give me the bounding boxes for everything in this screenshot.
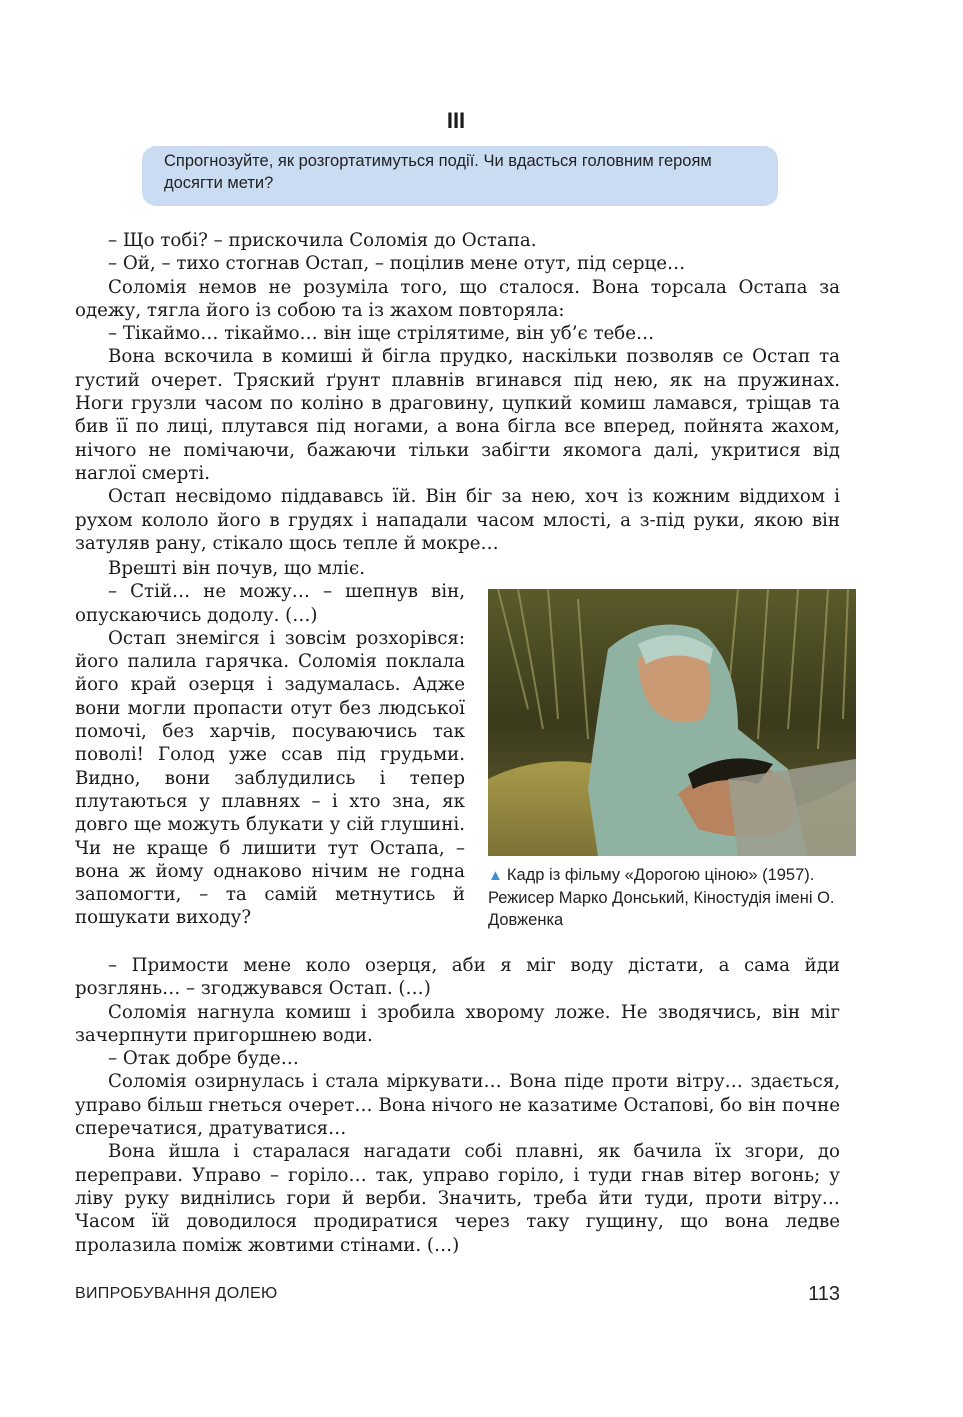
running-footer-title: ВИПРОБУВАННЯ ДОЛЕЮ (75, 1285, 278, 1302)
paragraph: Остап несвідомо піддававсь їй. Він біг за нею, хоч із кожним віддихом і рухом кололо його в грудях і нападали часом млості, а з-під руки, якою він затуляв рану, стікало щось тепле й мокре… (75, 486, 840, 554)
paragraph: Вона йшла і старалася нагадати собі плавні, як бачила їх згори, до переправи. Управо – горіло… так, управо горіло, і туди гнав вітер вогонь; у ліву руку виднілись гори й верби. Значить, треба йти туди, проти вітру… Часом їй доводилося продиратися через таку гущину, що вона ледве пролазила поміж жовтими стінами. (…) (75, 1141, 840, 1256)
prediction-task-box (142, 146, 778, 206)
paragraph: Соломія озирнулась і стала міркувати… Вона піде проти вітру… здається, управо більш гнеться очерет… Вона нічого не казатиме Остапові, бо він почне сперечатися, дратуватися… (75, 1071, 840, 1140)
paragraph: Вона вскочила в комиші й бігла прудко, наскільки позволяв се Остап та густий очерет. Тряский ґрунт плавнів вгинався під нею, як на пружинах. Ноги грузли часом по коліно в драговину, цупкий комиш ламався, тріщав та бив її по лиці, плутався під ногами, а вона бігла все вперед, пойнята жахом, нічого не помічаючи, бажаючи тільки забігти якомога далі, укритися від наглої смерті. (75, 346, 840, 484)
figure-caption (488, 864, 858, 931)
text-block-bottom (75, 954, 840, 1257)
caption-triangle-icon: ▲ (488, 867, 503, 884)
text-block-top (75, 229, 840, 555)
paragraph: – Примости мене коло озерця, аби я міг воду дістати, а сама йди розглянь… – згоджувався Остап. (…) (75, 955, 840, 1000)
paragraph: – Тікаймо… тікаймо… він іще стрілятиме, він уб’є тебе… (108, 323, 655, 345)
paragraph: Врешті він почув, що мліє. (108, 558, 366, 579)
paragraph: – Що тобі? – прискочила Соломія до Остапа. (108, 230, 537, 251)
section-number: III (446, 108, 466, 133)
page-number: 113 (808, 1283, 840, 1305)
paragraph: Соломія нагнула комиш і зробила хворому ложе. Не зводячись, він міг зачерпнути пригоршнею води. (75, 1001, 840, 1046)
film-still-image (488, 589, 856, 856)
caption-text: Кадр із фільму «Дорогою ціною» (1957). Режисер Марко Донський, Кіностудія імені О. Довженка (488, 866, 835, 929)
paragraph: – Стій… не можу… – шепнув він, опускаючись додолу. (…) (75, 581, 465, 626)
paragraph: Соломія немов не розуміла того, що сталося. Вона торсала Остапа за одежу, тягла його із собою та із жахом повторяла: (75, 276, 840, 321)
task-text: Спрогнозуйте, як розгортатимуться події. Чи вдасться головним героям досягти мети? (164, 152, 712, 192)
paragraph: – Ой, – тихо стогнав Остап, – поцілив мене отут, під серце… (108, 253, 686, 275)
paragraph: – Отак добре буде… (108, 1048, 299, 1070)
paragraph: Остап знемігся і зовсім розхорівся: його палила гарячка. Соломія поклала його край озерця і задумалась. Адже вони могли пропасти отут без людської помочі, без харчів, посуваючись так поволі! Голод уже ссав під грудьми. Видно, вони заблудились і тепер плутаються у плавнях – і хто зна, як довго ще можуть блукати у сій глушині. Чи не краще б лишити тут Остапа, – вона ж йому однаково нічим не годна запомогти, – та самій метнутись й пошукати виходу? (75, 627, 465, 929)
film-still-illustration (488, 589, 856, 856)
text-block-beside-figure (75, 557, 465, 930)
